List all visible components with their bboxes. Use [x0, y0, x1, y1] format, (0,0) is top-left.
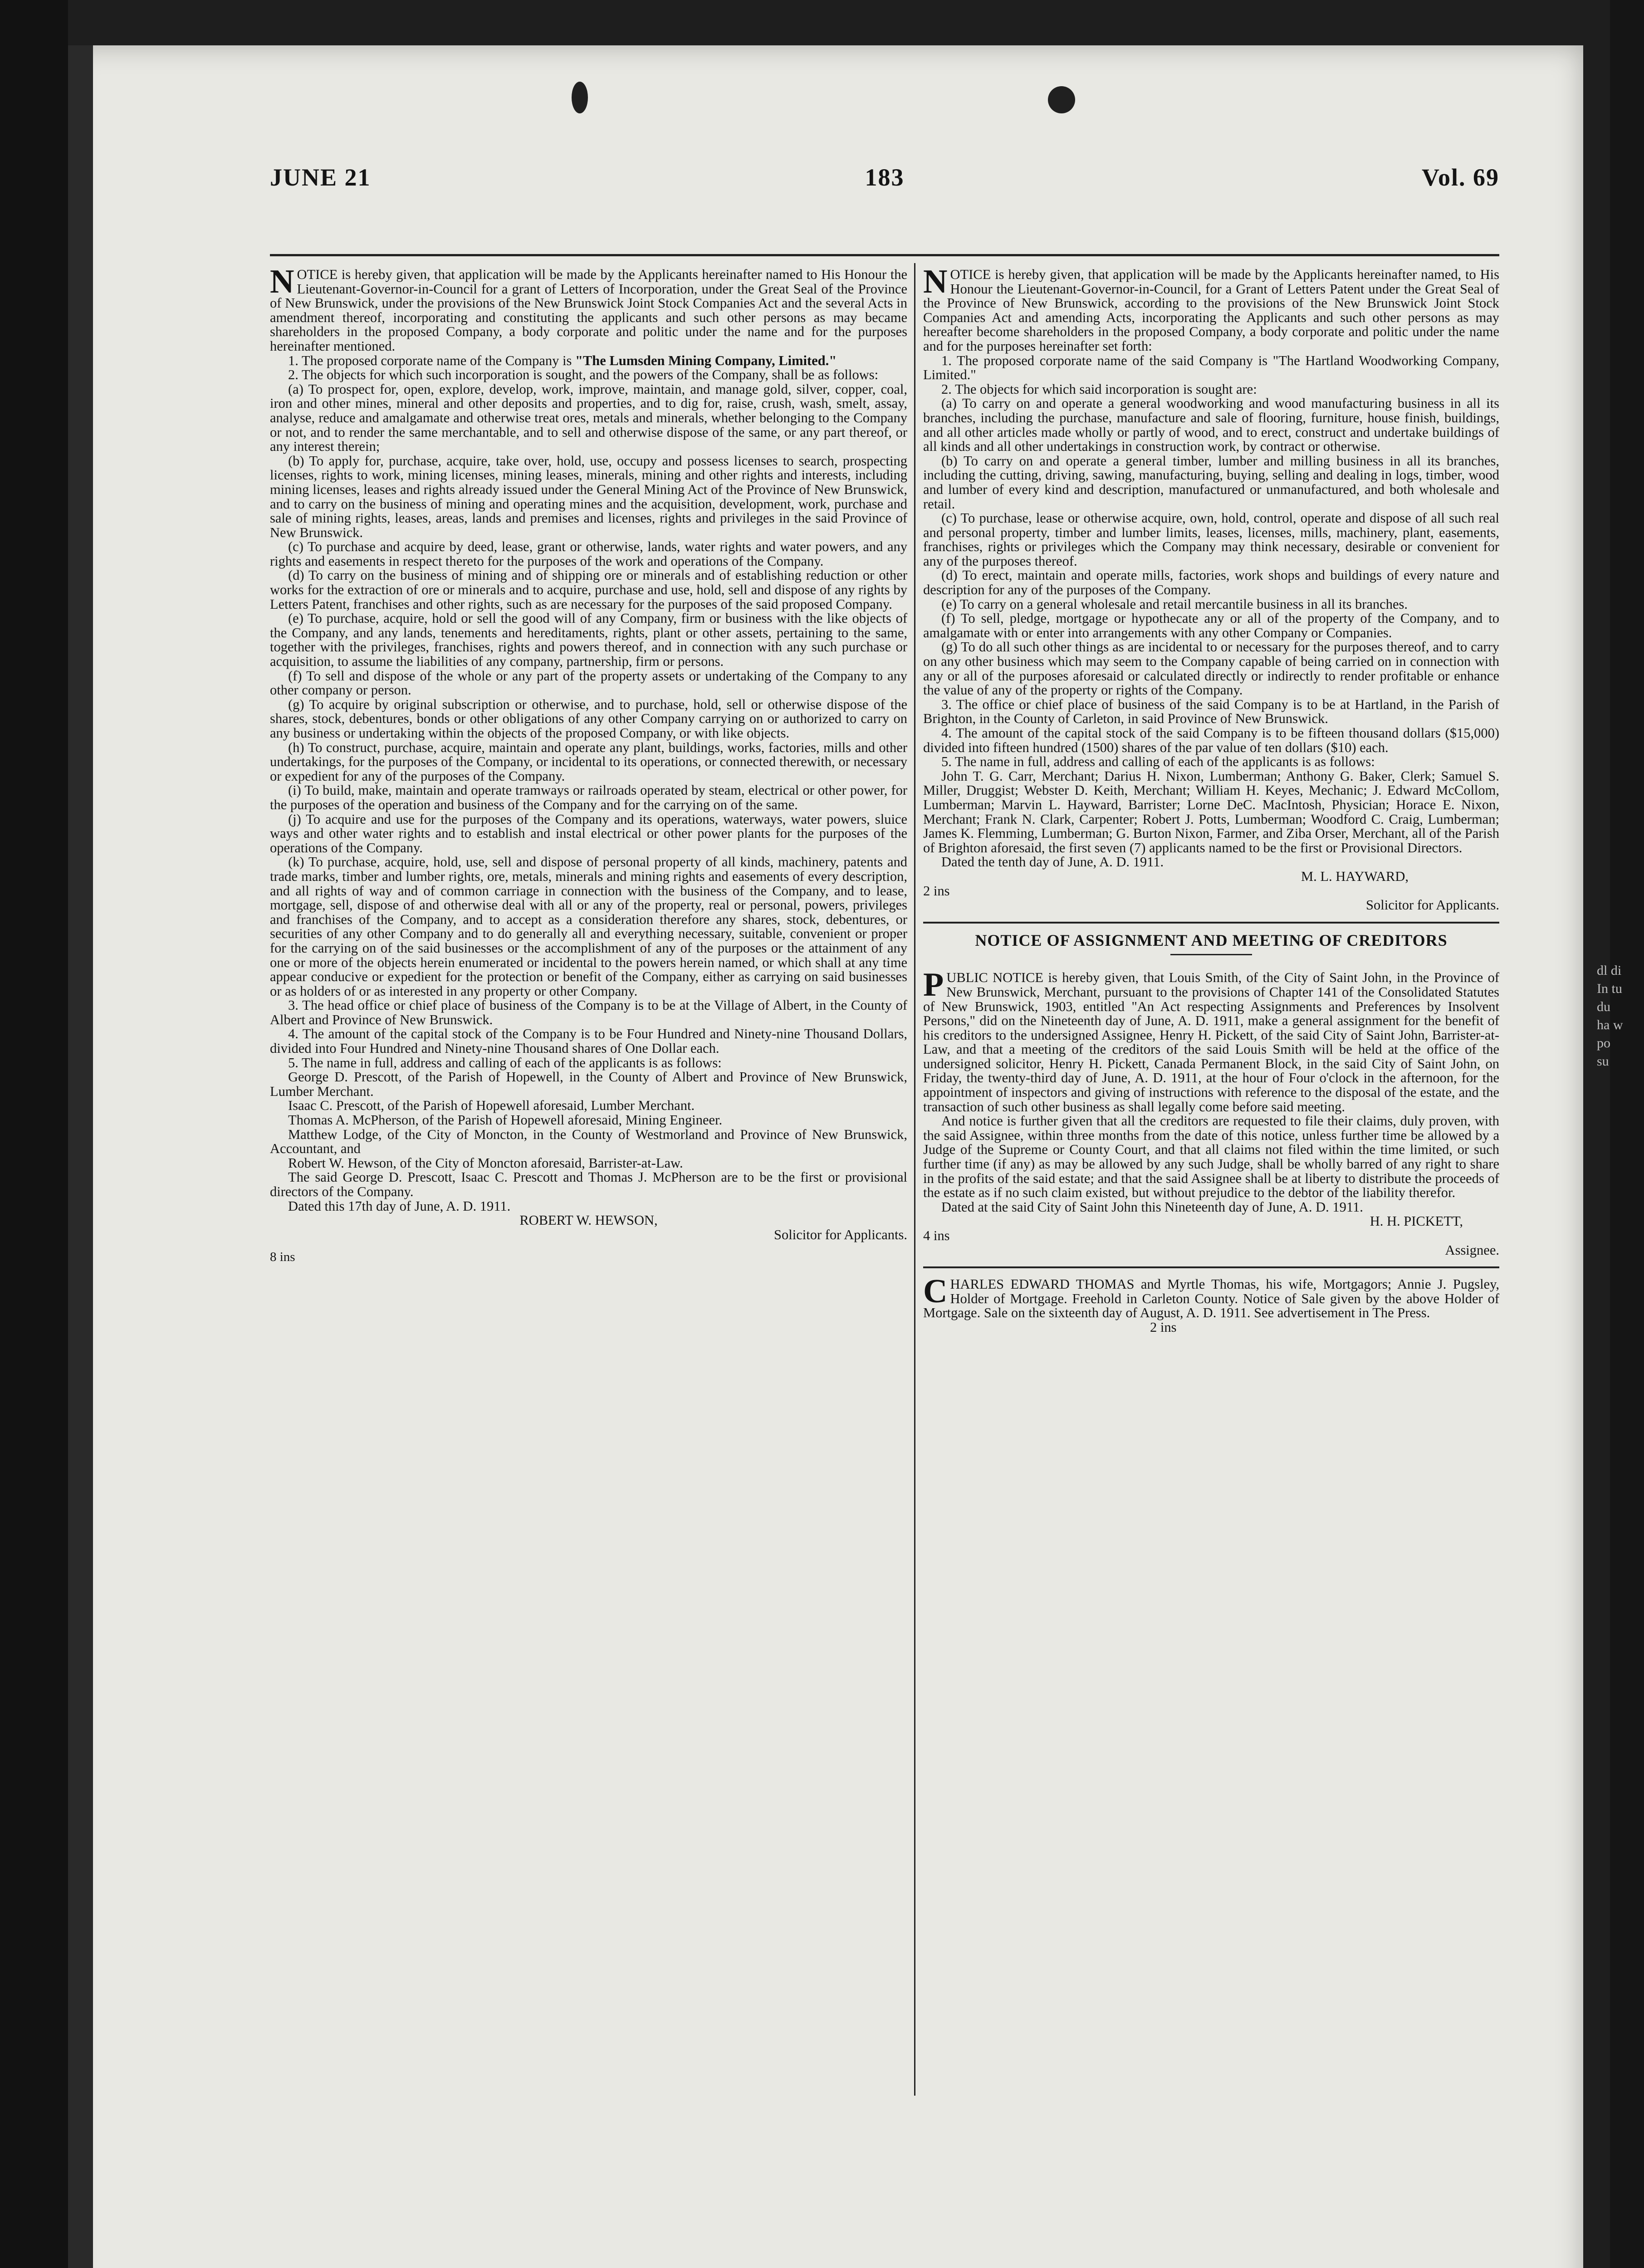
applicant-entry: Robert W. Hewson, of the City of Moncton aforesaid, Barrister-at-Law. — [288, 1155, 683, 1171]
notice-item-2f: (f) To sell, pledge, mortgage or hypothecate any or all of the property of the Company, and to amalgamate with or enter into arrangements with any other Company or Companies. — [923, 611, 1499, 640]
page-number: 183 — [865, 164, 905, 191]
drop-cap-n: N — [923, 263, 948, 300]
notice-item-2e: (e) To carry on a general wholesale and retail mercantile business in all its branches. — [941, 596, 1408, 612]
notice-lumsden-intro: NOTICE is hereby given, that application will be made by the Applicants hereinafter named to His Honour the Lieutenant-Governor-in-Council for a grant of Letters of Incorporation, under the Great Seal of the Province of New Brunswick, under the provisions of the New Brunswick Joint Stock Companies Act and the several Acts in amendment thereof, incorporating and constituting the applicants and such other persons as may became shareholders in the proposed Company, a body corporate and politic under the name and for the purposes hereinafter mentioned. — [270, 263, 907, 354]
applicant-entry: Thomas A. McPherson, of the Parish of Hopewell aforesaid, Mining Engineer. — [288, 1112, 723, 1128]
notice-item-2k: (k) To purchase, acquire, hold, use, sell and dispose of personal property of all kinds, machinery, patents and trade marks, timber and lumber rights, ore, metals, minerals and mining rights and easements of every description, and all rights of way and of common carriage in connection with the business of the Company, and to lease, mortgage, sell, dispose of and otherwise deal with all or any of the property, real or personal, powers, privileges and franchises of the Company, and to accept as a consideration therefore any shares, stock, debentures, or securities of any other Company and to do generally all and everything necessary, suitable, convenient or proper for the carrying on of the said businesses or the accomplishment of any of the purposes or the attainment of any one or more of the objects herein enumerated or incidental to the powers herein named, or which shall at any time appear conducive or expedient for the protection or benefit of the Company, either as carrying on said businesses or as holders of or as interested in any property or other Company. — [270, 854, 907, 999]
notice-item-2: 2. The objects for which said incorporation is sought are: — [941, 381, 1257, 397]
notice-item-2a: (a) To prospect for, open, explore, develop, work, improve, maintain, and manage gold, silver, copper, coal, iron and other mines, mineral and other deposits and properties, and to dig for, raise, crush, wash, smelt, assay, analyse, reduce and amalgamate and otherwise treat ores, metals and minerals, whether belonging to the Company or not, and to render the same merchantable, and to sell and otherwise dispose of the same, or any part thereof, or any interest therein; — [270, 381, 907, 455]
drop-cap-p: P — [923, 966, 944, 1004]
applicant-entry: Matthew Lodge, of the City of Moncton, in the County of Westmorland and Province of New Brunswick, Accountant, and — [270, 1126, 907, 1157]
dated-line: Dated the tenth day of June, A. D. 1911. — [941, 854, 1164, 870]
assignee-name: H. H. PICKETT, — [1370, 1213, 1463, 1229]
applicant-entry: George D. Prescott, of the Parish of Hopewell, in the County of Albert and Province of New Brunswick, Lumber Merchant. — [270, 1069, 907, 1099]
notice-item-4: 4. The amount of the capital stock of the Company is to be Four Hundred and Ninety-nine Thousand Dollars, divided into Four Hundred and Ninety-nine Thousand shares of One Dollar each. — [270, 1026, 907, 1056]
notice-item-2d: (d) To carry on the business of mining and of shipping ore or minerals and of establishing reduction or other works for the extraction of ore or minerals and to acquire, purchase and use, hold, sell and dispose of any rights by Letters Patent, franchises and other rights, such as are necessary for the purposes of the said proposed Company. — [270, 567, 907, 612]
solicitor-name: M. L. HAYWARD, — [1301, 868, 1409, 884]
public-notice: PUBLIC NOTICE is hereby given, that Louis Smith, of the City of Saint John, in the Province of New Brunswick, Merchant, pursuant to the provisions of Chapter 141 of the Consolidated Statutes of New Brunswick, 1903, entitled "An Act respecting Assignments and Preferences by Insolvent Persons," did on the Nineteenth day of June, A. D. 1911, make a general assignment for the benefit of his creditors to the undersigned Assignee, Henry H. Pickett, of the said City of Saint John, Barrister-at-Law, and that a meeting of the creditors of the said Louis Smith will be held at the office of the undersigned solicitor, Henry H. Pickett, Canada Permanent Block, in the said City of Saint John, on Friday, the twenty-third day of June, A. D. 1911, at the hour of Four o'clock in the afternoon, for the appointment of inspectors and giving of instructions with reference to the disposal of the estate, and the transaction of such other business as shall legally come before said meeting. — [923, 966, 1499, 1114]
section-heading: NOTICE OF ASSIGNMENT AND MEETING OF CREDITORS — [975, 931, 1448, 949]
notice-item-3: 3. The office or chief place of business of the said Company is to be at Hartland, in the Parish of Brighton, in the County of Carleton, in said Province of New Brunswick. — [923, 696, 1499, 727]
notice-item-5: 5. The name in full, address and calling of each of the applicants is as follows: — [288, 1055, 722, 1070]
notice-item-2g: (g) To acquire by original subscription or otherwise, and to purchase, hold, sell or otherwise dispose of the shares, stock, debentures, bonds or other obligations of any other Company carrying on or authorized to carry on any business or undertaking within the objects of the proposed Company, or with like objects. — [270, 696, 907, 741]
scan-border-right — [1610, 0, 1644, 2268]
provisional-directors: The said George D. Prescott, Isaac C. Prescott and Thomas J. McPherson are to be the first or provisional directors of the Company. — [270, 1169, 907, 1199]
insertion-count: 4 ins — [923, 1228, 950, 1243]
notice-item-2: 2. The objects for which such incorporation is sought, and the powers of the Company, shall be as follows: — [288, 367, 879, 383]
notice-item-1: 1. The proposed corporate name of the said Company is "The Hartland Woodworking Company, Limited." — [923, 352, 1499, 383]
punch-hole-left — [572, 82, 588, 113]
notice-item-4: 4. The amount of the capital stock of the said Company is to be fifteen thousand dollars ($15,000) divided into fifteen hundred (1500) shares of the par value of ten dollars ($10) each. — [923, 725, 1499, 755]
notice-item-2d: (d) To erect, maintain and operate mills, factories, work shops and buildings of every nature and description for any of the purposes of the Company. — [923, 567, 1499, 598]
adjacent-page-fragment: dl di In tu du ha w po su — [1597, 963, 1623, 1069]
notice-item-2a: (a) To carry on and operate a general woodworking and wood manufacturing business in all its branches, including the purchase, manufacture and sale of flooring, furniture, house finish, buildings, and all other articles made wholly or partly of wood, and to erect, construct and undertake buildings of all kinds and all other undertakings in construction work, by contract or otherwise. — [923, 396, 1499, 455]
punch-hole-right — [1048, 86, 1075, 113]
notice-item-2f: (f) To sell and dispose of the whole or any part of the property assets or undertaking of the Company to any other company or person. — [270, 668, 907, 698]
section-separator — [923, 922, 1499, 924]
notice-item-2b: (b) To apply for, purchase, acquire, take over, hold, use, occupy and possess licenses to search, prospecting licenses, rights to work, mining licenses, mining leases, minerals, mining and other rights and interests, including mining licenses, leases and rights already issued under the General Mining Act of the Province of New Brunswick, and to carry on the business of mining and operating mines and the acquisition, development, work, purchase and sale of mining rights, leases, areas, lands and premises and licenses, rights and privileges in the said Province of New Brunswick. — [270, 453, 907, 540]
notice-item-3: 3. The head office or chief place of business of the Company is to be at the Village of Albert, in the County of Albert and Province of New Brunswick. — [270, 997, 907, 1027]
notice-item-5: 5. The name in full, address and calling of each of the applicants is as follows: — [941, 754, 1375, 770]
drop-cap-c: C — [923, 1273, 948, 1310]
applicants-list: John T. G. Carr, Merchant; Darius H. Nixon, Lumberman; Anthony G. Baker, Clerk; Samuel S. Miller, Druggist; Webster D. Keith, Merchant; William H. Keyes, Mechanic; J. Edward McCollom, Lumberman; Marvin L. Hayward, Barrister; Lorne DeC. MacIntosh, Physician; Horace E. Nixon, Merchant; Frank N. Clark, Carpenter; Robert J. Potts, Lumberman; Woodford C. Craig, Lumberman; James K. Flemming, Lumberman; G. Burton Nixon, Farmer, and Ziba Orser, Merchant, all of the Parish of Brighton aforesaid, the first seven (7) applicants named to be the first or Provisional Directors. — [923, 768, 1499, 855]
notice-item-2i: (i) To build, make, maintain and operate tramways or railroads operated by steam, electrical or other power, for the purposes of the operation and business of the Company and for the carrying on of the same. — [270, 782, 907, 812]
scan-border-left — [0, 0, 68, 2268]
solicitor-title: Solicitor for Applicants. — [774, 1227, 907, 1242]
company-name: "The Lumsden Mining Company, Limited." — [575, 352, 837, 368]
insertion-count: 8 ins — [270, 1250, 295, 1265]
drop-cap-n: N — [270, 263, 294, 300]
notice-item-2c: (c) To purchase and acquire by deed, lease, grant or otherwise, lands, water rights and water powers, and any rights and easements in respect thereto for the purposes of the work and operations of the Company. — [270, 539, 907, 569]
right-column — [923, 263, 1499, 1335]
further-notice: And notice is further given that all the creditors are requested to file their claims, duly proven, with the said Assignee, within three months from the date of this notice, unless further time be allowed by a Judge of the Supreme or County Court, and that all claims not filed within the time limited, or such further time (if any) as may be allowed by any such Judge, shall be wholly barred of any right to share in the profits of the said estate; and that the said Assignee shall be at liberty to distribute the proceeds of the estate as if no such claim existed, but without prejudice to the debtor of the liability therefor. — [923, 1113, 1499, 1201]
solicitor-title: Solicitor for Applicants. — [1366, 897, 1499, 913]
volume-number: Vol. 69 — [1421, 164, 1499, 191]
column-divider — [914, 263, 915, 2096]
dated-line: Dated at the said City of Saint John this Nineteenth day of June, A. D. 1911. — [941, 1199, 1363, 1215]
section-separator — [923, 1266, 1499, 1268]
issue-date: JUNE 21 — [270, 164, 371, 191]
insertion-count: 2 ins — [923, 883, 950, 899]
notice-item-2b: (b) To carry on and operate a general timber, lumber and milling business in all its branches, including the cutting, driving, sawing, manufacturing, buying, selling and dealing in logs, timber, wood and lumber of every kind and description, manufactured or unmanufactured, and both wholesale and retail. — [923, 453, 1499, 512]
notice-hartland-intro: NOTICE is hereby given, that application will be made by the Applicants hereinafter named, to His Honour the Lieutenant-Governor-in-Council, for a Grant of Letters Patent under the Great Seal of the Province of New Brunswick, according to the provisions of the New Brunswick Joint Stock Companies Act and amending Acts, incorporating the Applicants and such other persons as may hereafter become shareholders in the proposed Company, a body corporate and politic under the name and for the purposes hereinafter set forth: — [923, 263, 1499, 354]
notice-item-2e: (e) To purchase, acquire, hold or sell the good will of any Company, firm or business with the like objects of the Company, and any lands, tenements and hereditaments, rights, plant or other assets, pertaining to the same, together with the privileges, franchises, rights and powers thereof, and in connection with any such purchase or acquisition, to assume the liabilities of any company, partnership, firm or persons. — [270, 611, 907, 670]
header-rule — [270, 254, 1499, 256]
insertion-count: 2 ins — [1150, 1319, 1177, 1335]
mortgage-sale-notice: CHARLES EDWARD THOMAS and Myrtle Thomas, his wife, Mortgagors; Annie J. Pugsley, Holder of Mortgage. Freehold in Carleton County. Notice of Sale given by the above Holder of Mortgage. Sale on the sixteenth day of August, A. D. 1911. See advertisement in The Press. — [923, 1273, 1499, 1321]
left-column — [270, 263, 907, 1265]
dated-line: Dated this 17th day of June, A. D. 1911. — [288, 1198, 511, 1214]
page-header — [270, 163, 1499, 218]
solicitor-name: ROBERT W. HEWSON, — [519, 1212, 658, 1228]
notice-item-2c: (c) To purchase, lease or otherwise acquire, own, hold, control, operate and dispose of all such real and personal property, timber and lumber limits, leases, licenses, mills, machinery, plant, easements, franchises, rights or privileges which the Company may think necessary, desirable or convenient for any of the purposes thereof. — [923, 510, 1499, 569]
notice-item-1: 1. The proposed corporate name of the Company is "The Lumsden Mining Company, Limited." — [288, 352, 837, 368]
assignee-title: Assignee. — [1445, 1242, 1499, 1258]
notice-item-2g: (g) To do all such other things as are incidental to or necessary for the purposes thereof, and to carry on any other business which may seem to the Company capable of being carried on in connection with any or all of the purposes aforesaid or calculated directly or indirectly to render profitable or enhance the value of any of the property or rights of the Company. — [923, 639, 1499, 698]
binding-shadow — [68, 45, 93, 2268]
notice-item-2j: (j) To acquire and use for the purposes of the Company and its operations, waterways, water powers, sluice ways and other water rights and to establish and instal electrical or other power plants for the purposes of the operations of the Company. — [270, 811, 907, 855]
heading-rule — [1170, 954, 1252, 955]
applicant-entry: Isaac C. Prescott, of the Parish of Hopewell aforesaid, Lumber Merchant. — [288, 1098, 695, 1114]
notice-item-2h: (h) To construct, purchase, acquire, maintain and operate any plant, buildings, works, factories, mills and other undertakings, for the purposes of the Company, or incidental to its operations, or connected therewith, or necessary or expedient for any of the purposes of the Company. — [270, 739, 907, 784]
